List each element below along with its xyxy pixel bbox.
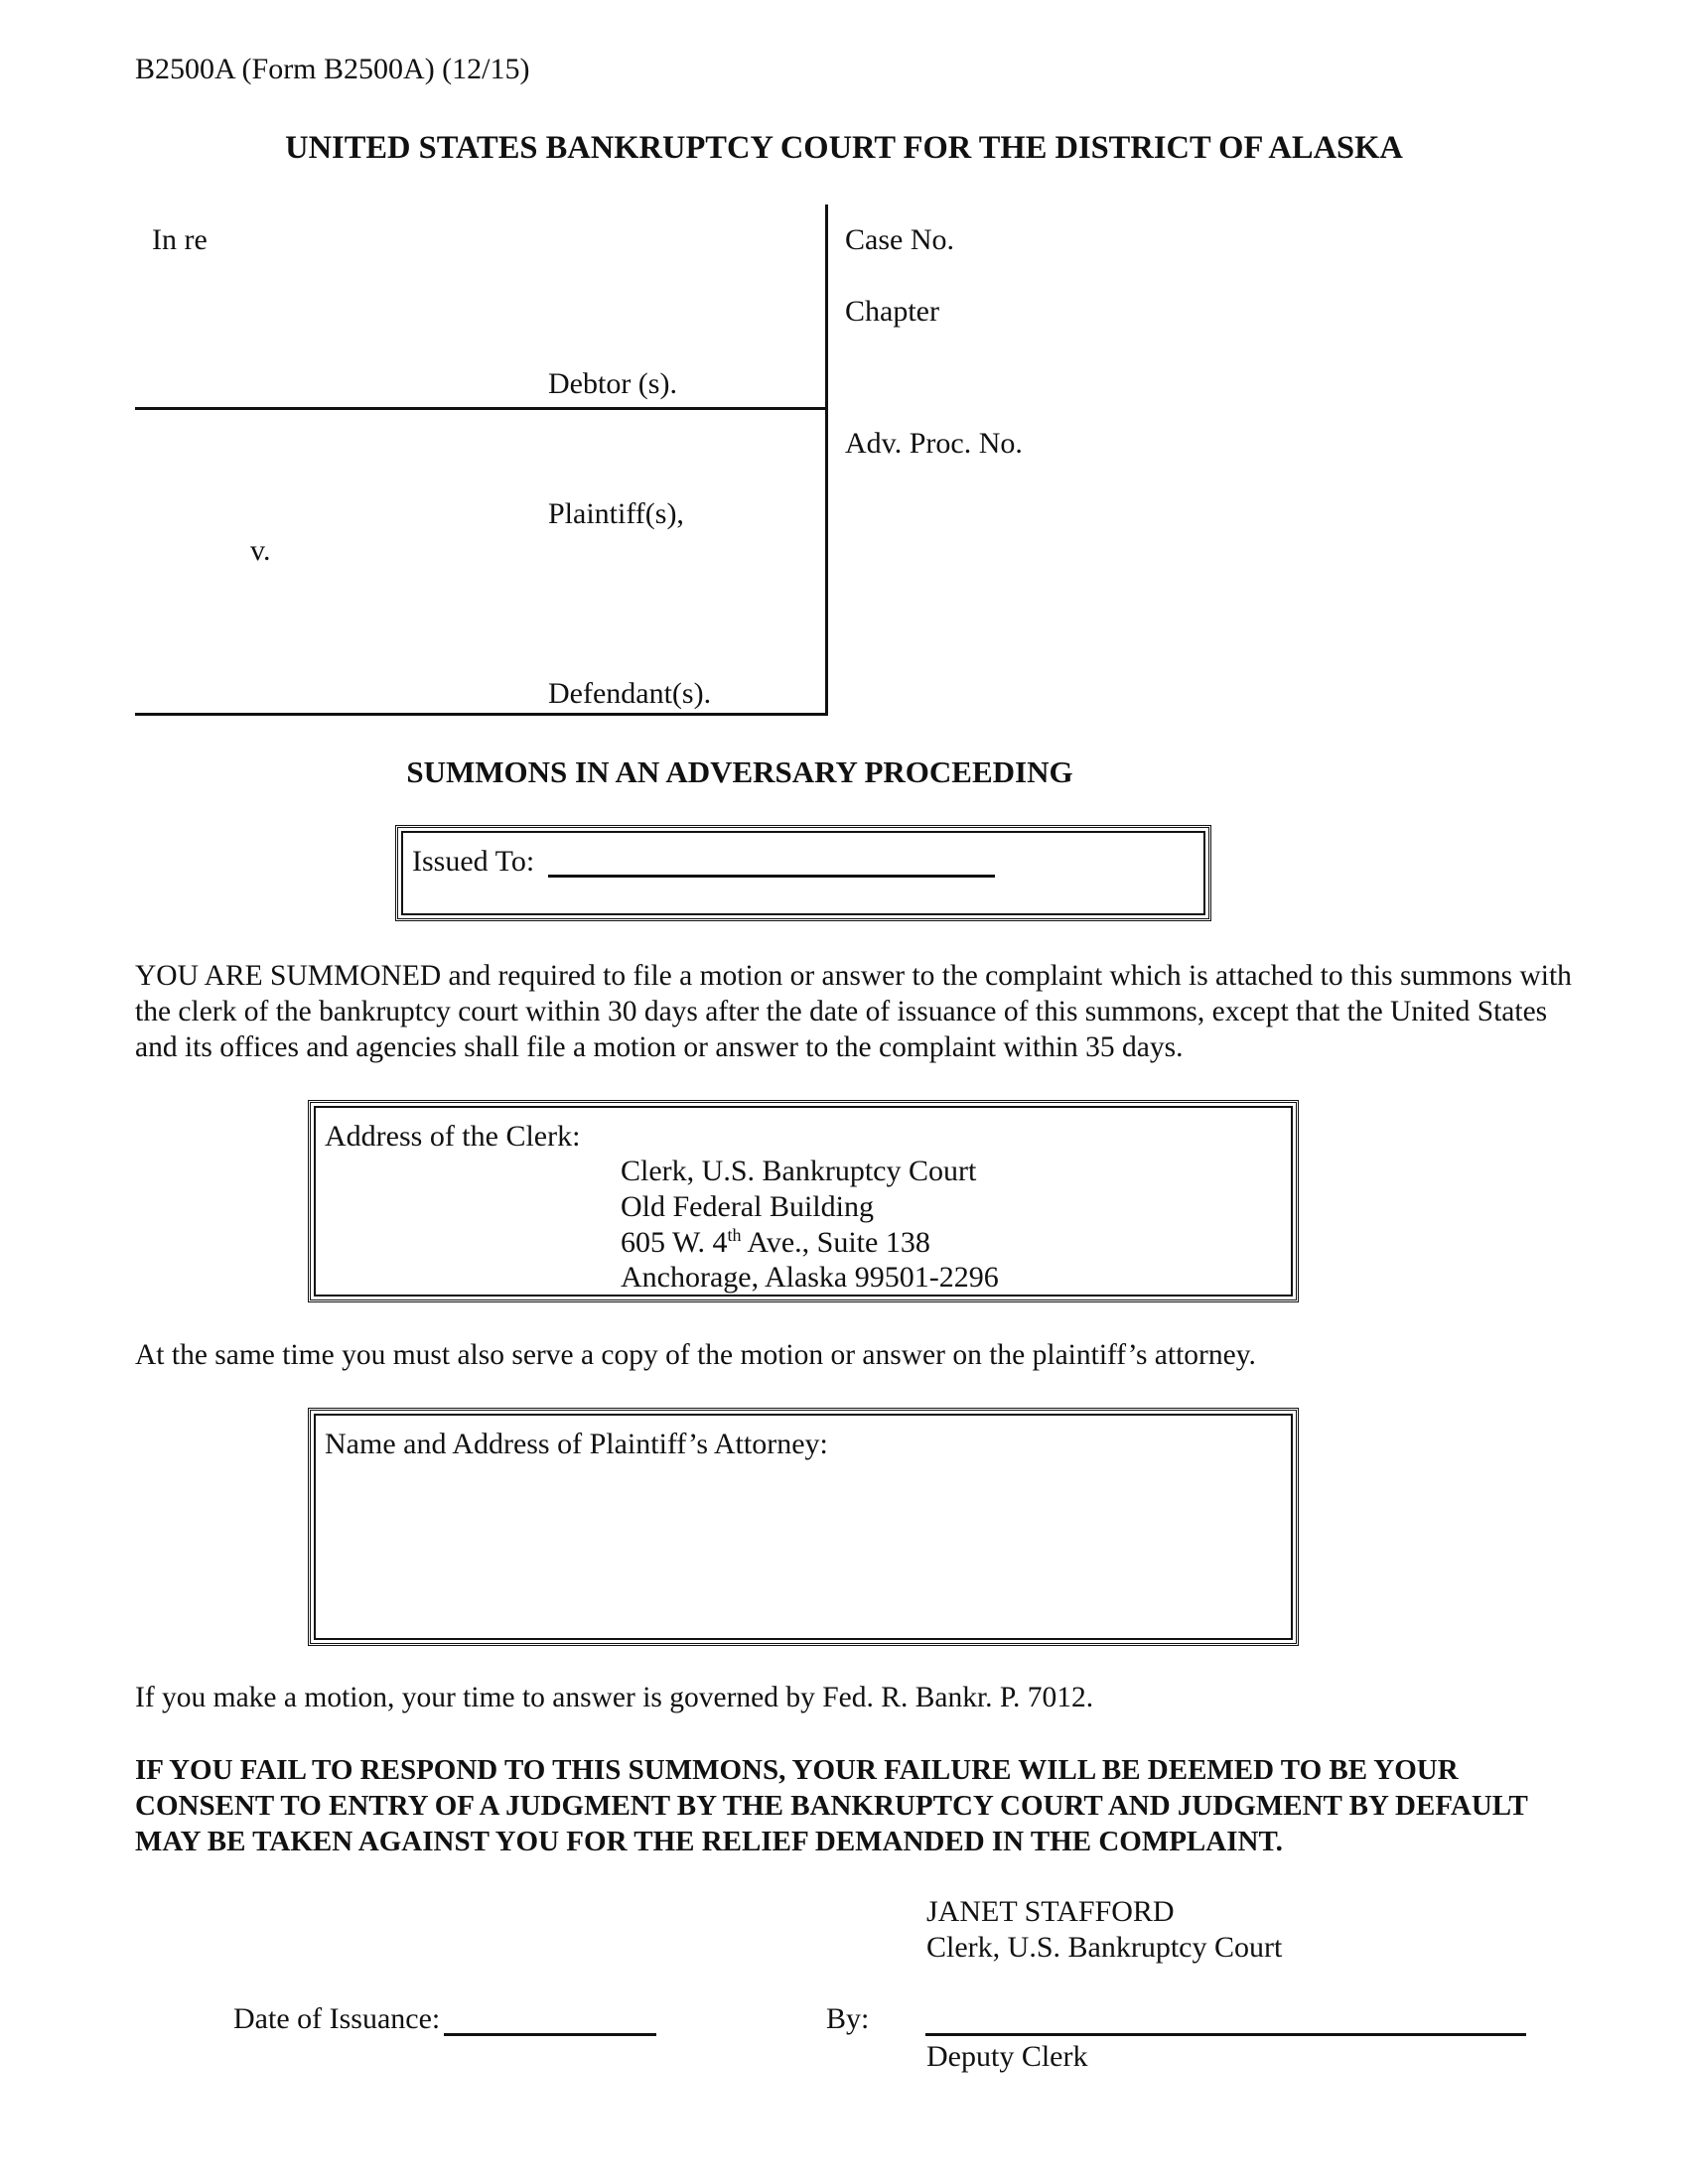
clerk-address-street-suffix: Ave., Suite 138 [741, 1226, 930, 1259]
clerk-address-label: Address of the Clerk: [325, 1120, 581, 1153]
debtor-label: Debtor (s). [548, 367, 677, 400]
issued-to-field[interactable] [548, 875, 995, 878]
defendant-label: Defendant(s). [548, 677, 712, 710]
court-title: UNITED STATES BANKRUPTCY COURT FOR THE DISTRICT OF ALASKA [285, 130, 1403, 166]
adv-proc-no-label: Adv. Proc. No. [845, 427, 1023, 460]
serve-copy-text: At the same time you must also serve a copy of the motion or answer on the plaintiff’s attorney. [135, 1339, 1256, 1371]
issued-to-label: Issued To: [412, 845, 535, 878]
deputy-clerk-label: Deputy Clerk [926, 2040, 1088, 2073]
deputy-signature-field[interactable] [925, 2033, 1526, 2036]
summons-title: SUMMONS IN AN ADVERSARY PROCEEDING [406, 754, 1073, 789]
by-label: By: [826, 2002, 870, 2035]
summoned-paragraph: YOU ARE SUMMONED and required to file a motion or answer to the complaint which is attached to this summons with the clerk of the bankruptcy court within 30 days after the date of issuance of this summons, except that the United States and its offices and agencies shall file a motion or answer to the complaint within 35 days. [135, 960, 1572, 1063]
plaintiff-label: Plaintiff(s), [548, 497, 684, 530]
default-warning: IF YOU FAIL TO RESPOND TO THIS SUMMONS, YOUR FAILURE WILL BE DEEMED TO BE YOUR CONSENT TO ENTRY OF A JUDGMENT BY THE BANKRUPTCY COURT AND JUDGMENT BY DEFAULT MAY BE TAKEN AGAINST YOU FOR THE RELIEF DEMANDED IN THE COMPLAINT. [135, 1754, 1528, 1857]
caption-divider-top [135, 407, 828, 410]
clerk-address-line2: Old Federal Building [621, 1190, 874, 1223]
clerk-address-line3 [621, 1225, 930, 1261]
clerk-address-line4: Anchorage, Alaska 99501-2296 [621, 1261, 999, 1294]
case-no-label: Case No. [845, 223, 954, 256]
motion-rule-text: If you make a motion, your time to answer is governed by Fed. R. Bankr. P. 7012. [135, 1682, 1094, 1713]
chapter-label: Chapter [845, 295, 939, 328]
attorney-box-label: Name and Address of Plaintiff’s Attorney: [325, 1428, 828, 1460]
caption-vertical-divider [825, 205, 828, 716]
versus-label: v. [250, 534, 271, 567]
clerk-title: Clerk, U.S. Bankruptcy Court [926, 1931, 1283, 1964]
date-of-issuance-label: Date of Issuance: [233, 2002, 441, 2035]
date-of-issuance-field[interactable] [444, 2033, 656, 2036]
clerk-address-ordinal: th [727, 1225, 742, 1245]
form-id: B2500A (Form B2500A) (12/15) [135, 53, 530, 85]
clerk-name: JANET STAFFORD [926, 1895, 1175, 1928]
clerk-address-street-number: 605 W. 4 [621, 1226, 728, 1259]
in-re-label: In re [152, 223, 208, 256]
caption-divider-bottom [135, 713, 828, 716]
clerk-address-line1: Clerk, U.S. Bankruptcy Court [621, 1155, 977, 1187]
